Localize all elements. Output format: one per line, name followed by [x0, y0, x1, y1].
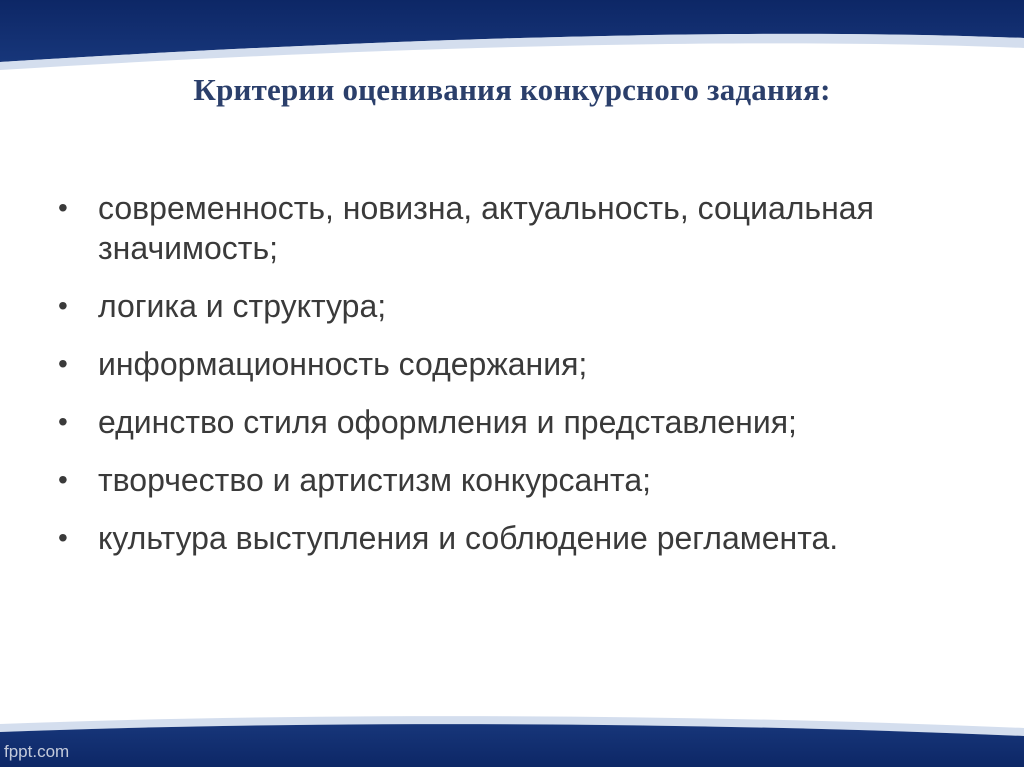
- bullet-icon: •: [58, 348, 68, 379]
- footer-brand: fppt.com: [4, 742, 70, 761]
- list-item: [58, 188, 978, 268]
- list-item: [58, 518, 978, 558]
- list-item: [58, 344, 978, 384]
- top-band: [0, 0, 1024, 62]
- criteria-list: [58, 188, 978, 576]
- list-item-text: логика и структура;: [98, 288, 387, 324]
- list-item-text: творчество и артистизм конкурсанта;: [98, 462, 651, 498]
- bullet-icon: •: [58, 464, 68, 495]
- list-item-text: современность, новизна, актуальность, социальная значимость;: [98, 190, 874, 266]
- list-item-text: информационность содержания;: [98, 346, 588, 382]
- bullet-icon: •: [58, 192, 68, 223]
- bullet-icon: •: [58, 406, 68, 437]
- slide-title: Критерии оценивания конкурсного задания:: [193, 72, 831, 107]
- bullet-icon: •: [58, 290, 68, 321]
- list-item: [58, 402, 978, 442]
- list-item: [58, 286, 978, 326]
- bottom-band: [0, 724, 1024, 767]
- list-item-text: единство стиля оформления и представления;: [98, 404, 797, 440]
- list-item-text: культура выступления и соблюдение регламента.: [98, 520, 839, 556]
- bullet-icon: •: [58, 522, 68, 553]
- list-item: [58, 460, 978, 500]
